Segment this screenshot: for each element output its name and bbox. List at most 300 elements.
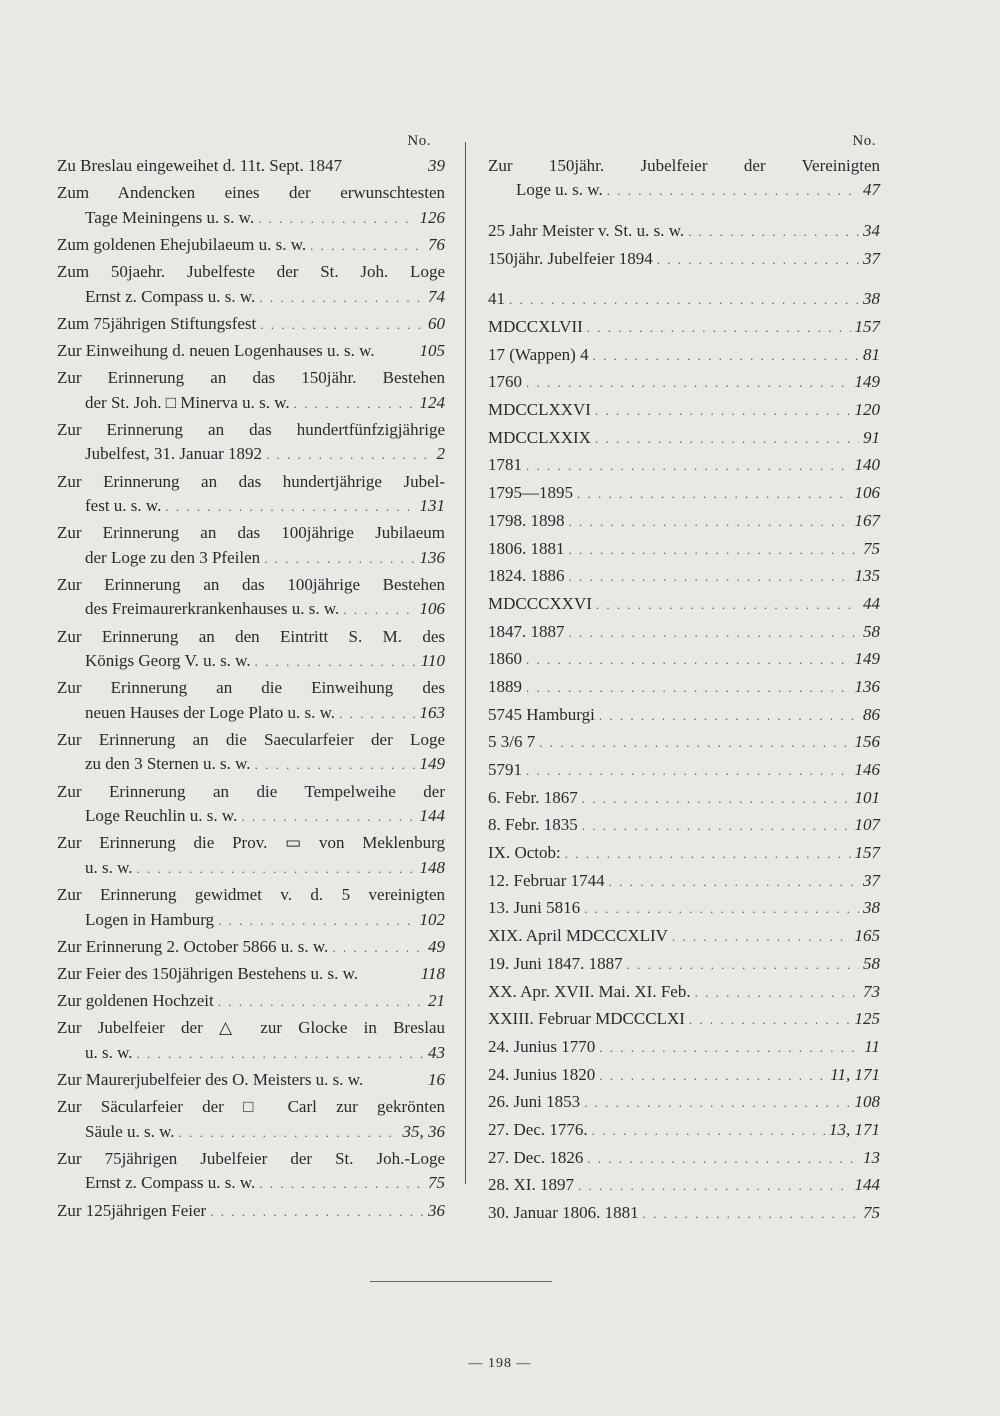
index-entry <box>57 935 445 961</box>
index-entry <box>57 728 445 778</box>
entry-last-line <box>488 398 880 423</box>
index-entry <box>57 962 445 988</box>
entry-text: 25 Jahr Meister v. St. u. s. w. <box>488 220 685 240</box>
leader-dots <box>259 286 424 311</box>
index-entry <box>488 343 880 368</box>
leader-dots <box>595 399 851 423</box>
index-entry <box>57 883 445 933</box>
entry-last-line <box>57 597 445 623</box>
right-column <box>488 128 880 1229</box>
leader-dots <box>210 1200 424 1225</box>
entry-last-line <box>57 233 445 259</box>
entry-text: zu den 3 Sternen u. s. w. <box>85 754 251 774</box>
leader-dots <box>179 1121 399 1146</box>
entry-last-line <box>488 758 880 783</box>
entry-number: 76 <box>428 234 445 254</box>
index-entry <box>57 1147 445 1197</box>
index-entry <box>488 154 880 204</box>
index-entry <box>488 1063 880 1088</box>
leader-dots <box>539 731 850 755</box>
entry-text: 1781 <box>488 455 522 475</box>
leader-dots <box>695 981 859 1005</box>
entry-text-line: Zur Erinnerung gewidmet v. d. 5 vereinigten <box>57 885 445 904</box>
entry-text-line: Zur Jubelfeier der △ zur Glocke in Breslau <box>57 1018 445 1038</box>
entry-text: des Freimaurerkrankenhauses u. s. w. <box>85 599 340 619</box>
entry-number: 165 <box>854 926 880 946</box>
leader-dots <box>599 704 859 728</box>
index-entry <box>488 620 880 645</box>
leader-dots <box>582 787 851 811</box>
entry-last-line <box>488 647 880 672</box>
entry-number: 43 <box>428 1042 445 1062</box>
entry-text: 1760 <box>488 372 522 392</box>
entry-text: 41 <box>488 289 505 309</box>
leader-dots <box>339 702 415 727</box>
entry-last-line <box>488 509 880 534</box>
leader-dots <box>599 1036 860 1060</box>
index-entry <box>57 989 445 1015</box>
entry-text: Tage Meiningens u. s. w. <box>85 207 255 227</box>
entry-number: 21 <box>428 991 445 1011</box>
entry-last-line <box>488 980 880 1005</box>
entry-last-line <box>488 1118 880 1143</box>
entry-number: 86 <box>863 704 880 724</box>
leader-dots <box>165 495 415 520</box>
entry-text: 1798. 1898 <box>488 510 565 530</box>
entry-number: 120 <box>854 400 880 420</box>
entry-text-line: Zur 75jährigen Jubelfeier der St. Joh.-Loge <box>57 1148 445 1168</box>
entry-number: 2 <box>436 444 445 464</box>
leader-dots <box>294 392 416 417</box>
leader-dots <box>509 288 859 312</box>
entry-number: 75 <box>428 1173 445 1193</box>
entry-text-line: Zur Erinnerung die Prov. ▭ von Meklenburg <box>57 833 445 853</box>
entry-last-line <box>57 1068 445 1094</box>
entry-last-line <box>488 247 880 272</box>
entry-last-line <box>488 537 880 562</box>
entry-last-line <box>488 426 880 451</box>
index-entry <box>488 1201 880 1226</box>
leader-dots <box>569 538 860 562</box>
leader-dots <box>593 344 859 368</box>
entry-number: 11, 171 <box>830 1064 880 1084</box>
entry-last-line <box>488 453 880 478</box>
leader-dots <box>569 565 851 589</box>
entry-number: 110 <box>420 651 445 671</box>
leader-dots <box>627 953 859 977</box>
entry-text: 26. Juni 1853 <box>488 1092 581 1112</box>
leader-dots <box>657 248 859 272</box>
entry-text-line: Zur Erinnerung an den Eintritt S. M. des <box>57 626 445 646</box>
entry-number: 58 <box>863 953 880 973</box>
leader-dots <box>582 814 851 838</box>
leader-dots <box>688 220 859 244</box>
entry-text: 1795—1895 <box>488 483 573 503</box>
leader-dots <box>578 1174 851 1198</box>
entry-last-line <box>488 786 880 811</box>
entry-text: Jubelfest, 31. Januar 1892 <box>85 444 263 464</box>
entry-last-line <box>57 546 445 572</box>
entry-last-line <box>488 1035 880 1060</box>
entry-number: 13, 171 <box>829 1119 880 1139</box>
entry-text: Zur Feier des 150jährigen Bestehens u. s. w. <box>57 963 359 983</box>
footer-rule <box>370 1281 552 1282</box>
entry-last-line <box>57 442 445 468</box>
entry-number: 126 <box>419 207 445 227</box>
leader-dots <box>255 650 417 675</box>
entry-text: MDCCXLVII <box>488 317 583 337</box>
index-entry <box>488 247 880 272</box>
entry-last-line <box>488 592 880 617</box>
entry-text: XXIII. Februar MDCCCLXI <box>488 1009 685 1029</box>
entry-number: 102 <box>419 909 445 929</box>
entry-number: 149 <box>854 649 880 669</box>
entry-number: 135 <box>854 566 880 586</box>
entry-last-line <box>488 703 880 728</box>
entry-last-line <box>488 219 880 244</box>
entry-text: Loge u. s. w. <box>516 180 603 200</box>
entry-text: MDCCLXXIX <box>488 427 591 447</box>
index-entry <box>488 952 880 977</box>
entry-number: 75 <box>863 1203 880 1223</box>
leader-dots <box>689 1008 851 1032</box>
index-entry <box>488 758 880 783</box>
index-entry <box>57 625 445 675</box>
index-entry <box>488 841 880 866</box>
index-entry <box>57 1068 445 1094</box>
entry-number: 149 <box>419 754 445 774</box>
entry-last-line <box>488 370 880 395</box>
entry-text: 1860 <box>488 649 522 669</box>
index-entry <box>488 537 880 562</box>
entry-last-line <box>57 935 445 961</box>
index-entry <box>488 1035 880 1060</box>
entry-number: 75 <box>863 538 880 558</box>
entry-last-line <box>57 312 445 338</box>
leader-dots <box>569 621 860 645</box>
entry-text: der Loge zu den 3 Pfeilen <box>85 547 261 567</box>
entry-text: 5745 Hamburgi <box>488 704 595 724</box>
entry-number: 149 <box>854 372 880 392</box>
index-entry <box>488 370 880 395</box>
entry-text: 17 (Wappen) 4 <box>488 344 589 364</box>
entry-last-line <box>57 701 445 727</box>
leader-dots <box>526 759 851 783</box>
entry-number: 108 <box>854 1092 880 1112</box>
entry-last-line <box>57 285 445 311</box>
entry-text: 30. Januar 1806. 1881 <box>488 1203 639 1223</box>
entry-last-line <box>488 287 880 312</box>
leader-dots <box>266 443 432 468</box>
entry-last-line <box>488 1146 880 1171</box>
index-entry <box>488 481 880 506</box>
entry-last-line <box>57 804 445 830</box>
entry-number: 38 <box>863 289 880 309</box>
entry-text-line: Zur 150jähr. Jubelfeier der Vereinigten <box>488 156 880 175</box>
entry-text: fest u. s. w. <box>85 496 162 515</box>
leader-dots <box>584 897 859 921</box>
index-entry <box>57 1199 445 1225</box>
entry-last-line <box>488 896 880 921</box>
index-entry <box>57 780 445 830</box>
leader-dots <box>672 925 851 949</box>
entry-text: 13. Juni 5816 <box>488 898 581 918</box>
index-entry <box>57 366 445 416</box>
leader-dots <box>258 207 415 232</box>
page-number: — 198 — <box>468 1356 532 1371</box>
entry-last-line <box>488 841 880 866</box>
entry-text: Königs Georg V. u. s. w. <box>85 651 251 671</box>
entry-text: 1806. 1881 <box>488 538 565 558</box>
entry-text: neuen Hauses der Loge Plato u. s. w. <box>85 702 336 722</box>
index-entry <box>488 315 880 340</box>
entry-last-line <box>488 869 880 894</box>
index-entry <box>488 592 880 617</box>
entry-number: 38 <box>863 898 880 918</box>
entry-text: 27. Dec. 1826 <box>488 1147 584 1167</box>
leader-dots <box>137 1042 424 1067</box>
index-entry <box>488 675 880 700</box>
entry-number: 39 <box>428 156 445 175</box>
entry-number: 37 <box>863 870 880 890</box>
index-entry <box>57 154 445 180</box>
index-entry <box>57 181 445 231</box>
entry-last-line <box>488 178 880 203</box>
entry-last-line <box>488 813 880 838</box>
index-entry <box>488 1146 880 1171</box>
leader-dots <box>526 371 851 395</box>
entry-last-line <box>488 1090 880 1115</box>
entry-number: 91 <box>863 427 880 447</box>
entry-last-line <box>57 1120 445 1146</box>
entry-text: 19. Juni 1847. 1887 <box>488 953 623 973</box>
leader-dots <box>526 454 851 478</box>
entry-number: 101 <box>854 787 880 807</box>
entry-number: 34 <box>863 220 880 240</box>
index-entry <box>488 287 880 312</box>
entry-text: 12. Februar 1744 <box>488 870 605 890</box>
entry-last-line <box>488 730 880 755</box>
entry-text: XIX. April MDCCCXLIV <box>488 926 668 946</box>
index-entry <box>488 453 880 478</box>
entry-text: 150jähr. Jubelfeier 1894 <box>488 248 653 268</box>
entry-text: Zu Breslau eingeweihet d. 11t. Sept. 1847 <box>57 156 343 175</box>
entry-number: 124 <box>419 392 445 412</box>
left-column <box>57 128 445 1226</box>
entry-last-line <box>488 315 880 340</box>
entry-text: 1847. 1887 <box>488 621 565 641</box>
leader-dots <box>587 316 851 340</box>
entry-number: 16 <box>428 1069 445 1089</box>
entry-last-line <box>57 206 445 232</box>
entry-last-line <box>488 1007 880 1032</box>
entry-last-line <box>57 962 445 988</box>
leader-dots <box>607 179 859 203</box>
leader-dots <box>259 1172 424 1197</box>
index-entry <box>488 647 880 672</box>
entry-text-line: Zur Erinnerung an das 150jähr. Bestehen <box>57 368 445 388</box>
entry-text-line: Zur Erinnerung an das 100jährige Bestehen <box>57 574 445 594</box>
entry-text: 8. Febr. 1835 <box>488 815 578 835</box>
entry-number: 13 <box>863 1147 880 1167</box>
entry-last-line <box>488 1063 880 1088</box>
entry-number: 81 <box>863 344 880 364</box>
leader-dots <box>596 593 859 617</box>
entry-text: XX. Apr. XVII. Mai. XI. Feb. <box>488 981 691 1001</box>
entry-text: Zum goldenen Ehejubilaeum u. s. w. <box>57 234 307 254</box>
entry-text: Säule u. s. w. <box>85 1121 175 1141</box>
number-column-header: No. <box>407 133 431 149</box>
entry-number: 105 <box>419 340 445 360</box>
entry-text-line: Zum 50jaehr. Jubelfeste der St. Joh. Loge <box>57 262 445 282</box>
entry-last-line <box>57 1041 445 1067</box>
index-entry <box>488 1007 880 1032</box>
index-entry <box>488 1118 880 1143</box>
index-entry <box>57 470 445 520</box>
index-entry <box>488 869 880 894</box>
leader-dots <box>584 1091 850 1115</box>
entry-number: 157 <box>854 843 880 863</box>
entry-last-line <box>488 952 880 977</box>
leader-dots <box>643 1202 859 1226</box>
index-entry <box>488 924 880 949</box>
leader-dots <box>526 676 851 700</box>
entry-number: 47 <box>863 180 880 200</box>
leader-dots <box>565 842 851 866</box>
leader-dots <box>332 936 424 961</box>
entry-text-line: Zur Erinnerung an die Einweihung des <box>57 678 445 698</box>
leader-dots <box>218 909 415 934</box>
index-entry <box>57 233 445 259</box>
entry-last-line <box>57 908 445 934</box>
entry-text: 6. Febr. 1867 <box>488 787 578 807</box>
entry-text: der St. Joh. □ Minerva u. s. w. <box>85 392 290 412</box>
entry-text-line: Zum Andencken eines der erwunschtesten <box>57 183 445 203</box>
index-entry <box>57 831 445 881</box>
entry-text-line: Zur Säcularfeier der □ Carl zur gekrönten <box>57 1097 445 1117</box>
index-entry <box>57 521 445 571</box>
index-entry <box>57 312 445 338</box>
entry-number: 146 <box>854 760 880 780</box>
entry-last-line <box>57 649 445 675</box>
entry-text: 5 3/6 7 <box>488 732 536 752</box>
entry-number: 37 <box>863 248 880 268</box>
leader-dots <box>595 427 859 451</box>
entry-last-line <box>488 1201 880 1226</box>
entry-number: 36 <box>428 1200 445 1220</box>
entry-text: MDCCLXXVI <box>488 400 591 420</box>
entry-last-line <box>57 752 445 778</box>
index-entry <box>57 676 445 726</box>
index-entry <box>57 573 445 623</box>
entry-number: 60 <box>428 313 445 333</box>
index-entry <box>488 980 880 1005</box>
column-divider <box>465 142 466 1184</box>
entry-text-line: Zur Erinnerung an das hundertfünfzigjährige <box>57 419 445 439</box>
entry-last-line <box>488 481 880 506</box>
entry-text: Zur Maurerjubelfeier des O. Meisters u. s. w. <box>57 1069 364 1089</box>
entry-number: 118 <box>420 963 445 983</box>
entry-number: 35, 36 <box>402 1121 445 1141</box>
number-column-header: No. <box>852 133 876 149</box>
entry-text: Ernst z. Compass u. s. w. <box>85 1173 256 1193</box>
entry-last-line <box>57 494 445 520</box>
entry-number: 156 <box>854 732 880 752</box>
leader-dots <box>255 753 416 778</box>
entry-number: 136 <box>419 547 445 567</box>
leader-dots <box>587 1147 859 1171</box>
leader-dots <box>592 1119 825 1143</box>
entry-text: MDCCCXXVI <box>488 593 592 613</box>
index-entry <box>57 339 445 365</box>
entry-number: 131 <box>419 496 445 515</box>
entry-text-line: Zur Erinnerung an das hundertjährige Jubel- <box>57 471 445 491</box>
index-entry <box>488 896 880 921</box>
index-entry <box>488 1173 880 1198</box>
entry-last-line <box>488 924 880 949</box>
entry-text: 5791 <box>488 760 522 780</box>
leader-dots <box>569 510 851 534</box>
entry-last-line <box>488 620 880 645</box>
entry-text: u. s. w. <box>85 857 133 877</box>
entry-text: Zum 75jährigen Stiftungsfest <box>57 313 257 333</box>
entry-number: 44 <box>863 593 880 613</box>
index-entry <box>488 703 880 728</box>
leader-dots <box>526 648 851 672</box>
entry-last-line <box>57 989 445 1015</box>
section-gap <box>488 274 880 287</box>
leader-dots <box>310 234 424 259</box>
leader-dots <box>577 482 851 506</box>
section-gap <box>488 206 880 219</box>
index-entry <box>57 418 445 468</box>
index-entry <box>488 219 880 244</box>
entry-number: 125 <box>854 1009 880 1029</box>
entry-number: 144 <box>854 1175 880 1195</box>
entry-last-line <box>57 856 445 882</box>
entry-number: 49 <box>428 936 445 956</box>
entry-text: 1889 <box>488 676 522 696</box>
leader-dots <box>609 870 859 894</box>
entry-text: Logen in Hamburg <box>85 909 215 929</box>
entry-text: u. s. w. <box>85 1042 133 1062</box>
entry-text: Zur Erinnerung 2. October 5866 u. s. w. <box>57 936 329 956</box>
entry-number: 157 <box>854 317 880 337</box>
index-entry <box>57 1016 445 1066</box>
leader-dots <box>264 547 415 572</box>
leader-dots <box>241 805 415 830</box>
index-entry <box>488 398 880 423</box>
entry-last-line <box>488 1173 880 1198</box>
entry-text: Zur goldenen Hochzeit <box>57 991 214 1011</box>
entry-number: 148 <box>419 857 445 877</box>
entry-number: 167 <box>854 510 880 530</box>
entry-number: 11 <box>864 1036 880 1056</box>
entry-number: 73 <box>863 981 880 1001</box>
entry-number: 106 <box>419 599 445 619</box>
leader-dots <box>218 990 424 1015</box>
entry-number: 144 <box>419 806 445 826</box>
leader-dots <box>343 598 415 623</box>
entry-text-line: Zur Erinnerung an die Saecularfeier der Loge <box>57 729 445 749</box>
left-entry-list <box>57 154 445 1224</box>
entry-number: 140 <box>854 455 880 475</box>
entry-last-line <box>488 675 880 700</box>
index-entry <box>488 564 880 589</box>
index-entry <box>488 786 880 811</box>
index-entry <box>488 1090 880 1115</box>
entry-last-line <box>57 391 445 417</box>
